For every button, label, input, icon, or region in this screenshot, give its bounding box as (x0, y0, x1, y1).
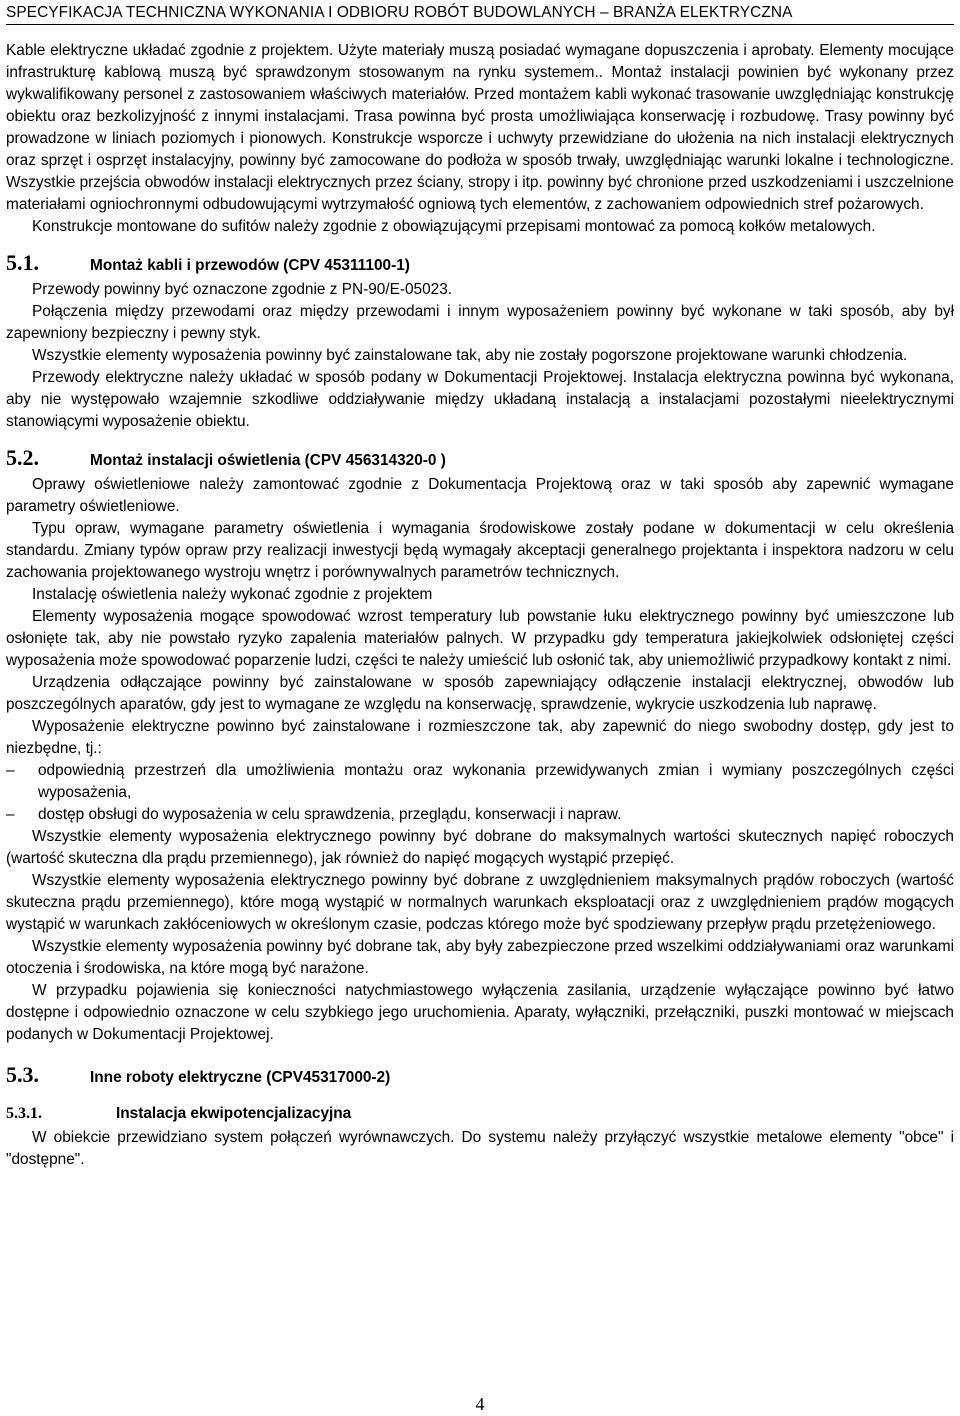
section-5-3-heading (6, 1062, 954, 1089)
paragraph: W przypadku pojawienia się konieczności natychmiastowego wyłączenia zasilania, urządzenie wyłączające powinno być łatwo dostępne i odpowiednio oznaczone w celu szybkiego jego uruchomienia. Aparaty, wyłączniki, przełączniki, puszki montować w miejscach podanych w Dokumentacji Projektowej. (6, 982, 954, 1043)
section-title: Instalacja ekwipotencjalizacyjna (116, 1105, 352, 1122)
dash-marker: – (6, 806, 15, 823)
intro-paragraph-2: Konstrukcje montowane do sufitów należy zgodnie z obowiązującymi przepisami montować za pomocą kołków metalowych. (32, 218, 876, 235)
page-number: 4 (475, 1394, 485, 1414)
paragraph: Przewody elektryczne należy układać w sposób podany w Dokumentacji Projektowej. Instalacja elektryczna powinna być wykonana, aby nie występowało wzajemnie szkodliwe oddziaływanie między układaną instalacją a instalacjami pozostałymi nieelektrycznymi stanowiącymi wyposażenie obiektu. (6, 369, 954, 430)
paragraph: W obiekcie przewidziano system połączeń wyrównawczych. Do systemu należy przyłączyć wszystkie metalowe elementy "obce" i "dostępne". (6, 1129, 954, 1168)
intro-paragraph-1: Kable elektryczne układać zgodnie z projektem. Użyte materiały muszą posiadać wymagane dopuszczenia i aprobaty. Elementy mocujące infrastrukturę kablową muszą być sprawdzonym stosowanym na rynku systemem.. Montaż instalacji powinien być wykonany przez wykwalifikowany personel z zastosowaniem właściwych materiałów. Przed montażem kabli wykonać trasowanie uwzględniając konstrukcję obiektu oraz bezkolizyjność z innymi instalacjami. Trasa powinna być prosta umożliwiająca konserwację i rozbudowę. Trasy powinny być prowadzone w liniach poziomych i pionowych. Konstrukcje wsporcze i uchwyty przewidziane do ułożenia na nich instalacji elektrycznych oraz sprzęt i osprzęt instalacyjny, powinny być zamocowane do podłoża w sposób trwały, uwzględniając warunki lokalne i technologiczne. Wszystkie przejścia obwodów instalacji elektrycznych przez ściany, stropy i itp. powinny być chronione przed uszkodzeniami i uszczelnione materiałami ogniochronnymi odbudowującymi wytrzymałość ogniową tych elementów, z zachowaniem odpowiednich stref pożarowych. (6, 42, 954, 213)
section-number: 5.3.1. (6, 1105, 42, 1122)
paragraph: Typu opraw, wymagane parametry oświetlenia i wymagania środowiskowe zostały podane w dokumentacji w celu określenia standardu. Zmiany typów opraw przy realizacji inwestycji będą wymagały akceptacji generalnego projektanta i inspektora nadzoru w celu zachowania projektowanego wystroju wnętrz i porównywalnych parametrów technicznych. (6, 520, 954, 581)
list-item-text: dostęp obsługi do wyposażenia w celu sprawdzenia, przeglądu, konserwacji i napraw. (38, 806, 622, 823)
dash-marker: – (6, 762, 15, 779)
paragraph: Urządzenia odłączające powinny być zainstalowane w sposób zapewniający odłączenie instalacji elektrycznej, obwodów lub poszczególnych aparatów, gdy jest to wymagane ze względu na konserwację, sprawdzenie, wykrycie uszkodzenia lub naprawę. (6, 674, 954, 713)
list-item-text: odpowiednią przestrzeń dla umożliwienia montażu oraz wykonania przewidywanych zmian i wymiany poszczególnych części wyposażenia, (38, 762, 954, 801)
section-5-1-heading (6, 250, 954, 277)
section-5-2-heading (6, 445, 954, 472)
section-number: 5.3. (6, 1062, 39, 1087)
paragraph: Oprawy oświetleniowe należy zamontować zgodnie z Dokumentacja Projektową oraz w taki sposób aby zapewnić wymagane parametry oświetleniowe. (6, 476, 954, 515)
paragraph: Wyposażenie elektryczne powinno być zainstalowane i rozmieszczone tak, aby zapewnić do niego swobodny dostęp, gdy jest to niezbędne, tj.: (6, 718, 954, 757)
paragraph: Instalację oświetlenia należy wykonać zgodnie z projektem (32, 586, 433, 603)
paragraph: Wszystkie elementy wyposażenia elektrycznego powinny być dobrane do maksymalnych wartości skutecznych napięć roboczych (wartość skuteczna dla prądu przemiennego), jak również do napięć mogących wystąpić przepięć. (6, 828, 954, 867)
paragraph: Połączenia między przewodami oraz między przewodami i innym wyposażeniem powinny być wykonane w taki sposób, aby był zapewniony bezpieczny i pewny styk. (6, 303, 954, 342)
list-item (6, 804, 954, 826)
document-body (6, 40, 954, 1171)
section-number: 5.2. (6, 445, 39, 470)
paragraph: Wszystkie elementy wyposażenia elektrycznego powinny być dobrane z uwzględnieniem maksymalnych prądów roboczych (wartość skuteczna prądu przemiennego), które mogą wystąpić w normalnych warunkach eksploatacji oraz z uwzględnieniem prądów mogących wystąpić w warunkach zakłóceniowych w określonym czasie, podczas którego może być spodziewany przepływ prądu przetężeniowego. (6, 872, 954, 933)
paragraph: Przewody powinny być oznaczone zgodnie z PN-90/E-05023. (32, 281, 453, 298)
section-number: 5.1. (6, 250, 39, 275)
section-title: Inne roboty elektryczne (CPV45317000-2) (90, 1069, 391, 1086)
paragraph: Elementy wyposażenia mogące spowodować wzrost temperatury lub powstanie łuku elektrycznego powinny być umieszczone lub osłonięte tak, aby nie powstało ryzyko zapalenia materiałów palnych. W przypadku gdy temperatura jakiejkolwiek odsłoniętej części wyposażenia może spowodować poparzenie ludzi, części te należy umieścić lub osłonić tak, aby uniemożliwić przypadkowy kontakt z nimi. (6, 608, 954, 669)
header-divider (6, 24, 954, 25)
section-5-3-1-heading (6, 1101, 954, 1127)
section-title: Montaż instalacji oświetlenia (CPV 456314320-0 ) (90, 452, 446, 469)
paragraph: Wszystkie elementy wyposażenia powinny być dobrane tak, aby były zabezpieczone przed wszelkimi oddziaływaniami oraz warunkami otoczenia i środowiska, na które mogą być narażone. (6, 938, 954, 977)
paragraph: Wszystkie elementy wyposażenia powinny być zainstalowane tak, aby nie zostały pogorszone projektowane warunki chłodzenia. (32, 347, 908, 364)
list-item (6, 760, 954, 804)
page-header: SPECYFIKACJA TECHNICZNA WYKONANIA I ODBIORU ROBÓT BUDOWLANYCH – BRANŻA ELEKTRYCZNA (6, 4, 793, 21)
section-title: Montaż kabli i przewodów (CPV 45311100-1) (90, 257, 410, 274)
